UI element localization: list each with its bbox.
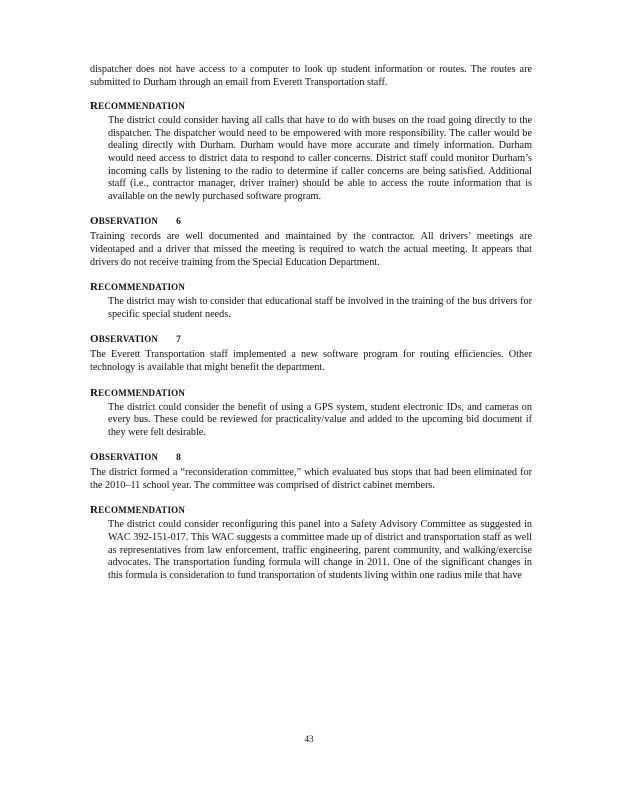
recommendation-section — [90, 281, 532, 321]
recommendation-heading — [90, 504, 532, 516]
heading-initial: R — [90, 386, 99, 399]
heading-initial: O — [90, 215, 99, 228]
page-number: 43 — [304, 734, 314, 744]
observation-heading — [90, 451, 532, 464]
recommendation-heading — [90, 387, 532, 399]
heading-rest: ECOMMENDATION — [98, 282, 186, 293]
heading-rest: ECOMMENDATION — [98, 101, 186, 112]
heading-rest: BSERVATION — [98, 216, 159, 227]
observation-section — [90, 215, 532, 269]
heading-rest: ECOMMENDATION — [98, 387, 186, 398]
recommendation-section — [90, 100, 532, 203]
observation-text: Training records are well documented and maintained by the contractor. All drivers’ meetings are videotaped and a driver that missed the meeting is required to watch the actual meeting. It appears that drivers do not receive training from the Special Education Department. — [90, 231, 532, 268]
heading-initial: R — [90, 504, 99, 517]
recommendation-heading — [90, 281, 532, 293]
observation-number: 8 — [176, 453, 182, 464]
heading-rest: BSERVATION — [98, 334, 159, 345]
observation-number: 7 — [176, 335, 182, 346]
heading-initial: R — [90, 100, 99, 113]
document-page — [90, 64, 532, 582]
observation-text: The Everett Transportation staff implemented a new software program for routing efficiencies. Other technology is available that might benefit the department. — [90, 349, 532, 373]
observation-section — [90, 333, 532, 374]
recommendation-text: The district could consider having all calls that have to do with buses on the road going directly to the dispatcher. The dispatcher would need to be empowered with more responsibility. The caller would be dealing directly with Durham. Durham would have more accurate and timely information. Durham would need access to district data to respond to caller concerns. District staff could monitor Durham’s incoming calls by listening to the radio to determine if caller concerns are being satisfied. Additional staff (i.e., contractor manager, driver trainer) should be able to access the route information that is available on the newly purchased software program. — [108, 115, 532, 202]
observation-number: 6 — [176, 217, 182, 228]
recommendation-text: The district may wish to consider that educational staff be involved in the training of the bus drivers for specific special student needs. — [108, 296, 532, 320]
heading-rest: BSERVATION — [98, 452, 159, 463]
heading-initial: O — [90, 451, 99, 464]
observation-heading — [90, 333, 532, 346]
observation-heading — [90, 215, 532, 228]
recommendation-heading — [90, 100, 532, 112]
heading-initial: O — [90, 333, 99, 346]
observation-text: The district formed a “reconsideration committee,” which evaluated bus stops that had been eliminated for the 2010–11 school year. The committee was comprised of district cabinet members. — [90, 467, 532, 491]
observation-section — [90, 451, 532, 492]
recommendation-text: The district could consider the benefit of using a GPS system, student electronic IDs, and cameras on every bus. These could be reviewed for practicality/value and added to the upcoming bid document if they were felt desirable. — [108, 401, 532, 438]
recommendation-section — [90, 387, 532, 440]
recommendation-section — [90, 504, 532, 582]
heading-initial: R — [90, 281, 99, 294]
heading-rest: ECOMMENDATION — [98, 505, 186, 516]
recommendation-text: The district could consider reconfiguring this panel into a Safety Advisory Committee as suggested in WAC 392-151-017. This WAC suggests a committee made up of district and transportation staff as well as representatives from law enforcement, traffic engineering, parent community, and walking/exercise advocates. The transportation funding formula will change in 2011. One of the significant changes in this formula is consideration to fund transportation of students living within one radius mile that have — [108, 519, 532, 581]
intro-paragraph: dispatcher does not have access to a computer to look up student information or routes. The routes are submitted to Durham through an email from Everett Transportation staff. — [90, 64, 532, 88]
